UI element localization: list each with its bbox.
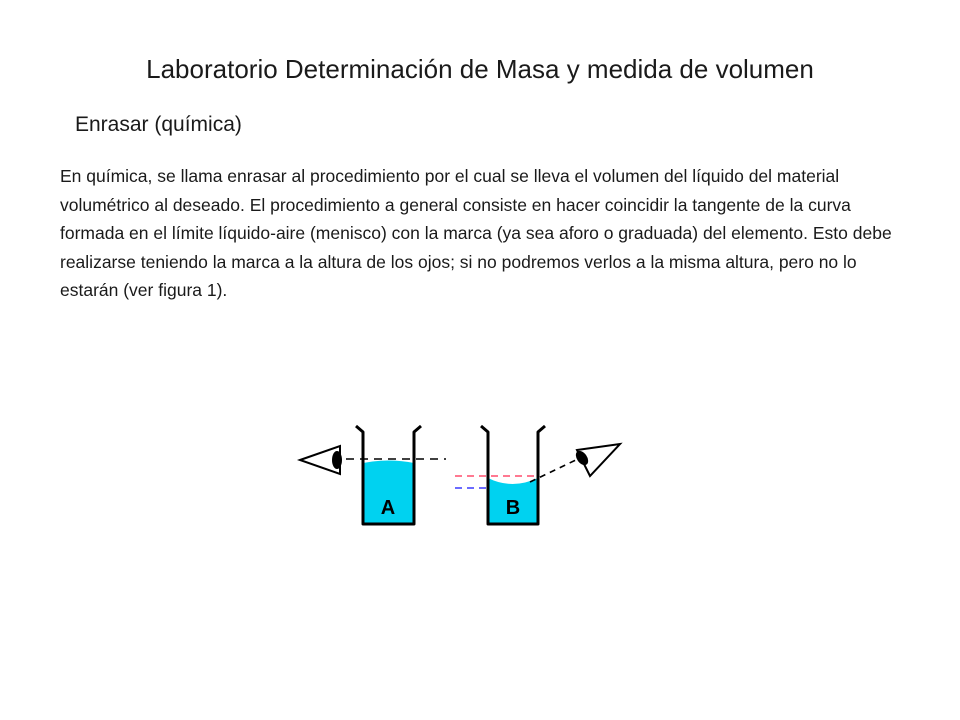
label-b: B <box>505 497 521 519</box>
slide-title: Laboratorio Determinación de Masa y medida de volumen <box>146 54 814 84</box>
body-paragraph: En química, se llama enrasar al procedimiento por el cual se lleva el volumen del líquido del material volumétrico al deseado. El procedimiento a general consiste en hacer coincidir la tangente de la curva formada en el límite líquido-aire (menisco) con la marca (ya sea aforo o graduada) del elemento. Esto debe realizarse teniendo la marca a la altura de los ojos; si no podremos verlos a la misma altura, pero no lo estarán (ver figura 1). <box>60 166 892 300</box>
label-a: A <box>380 497 396 519</box>
menisco-diagram <box>290 410 630 542</box>
section-subtitle: Enrasar (química) <box>75 113 242 136</box>
eye-right-icon <box>573 444 620 476</box>
eye-left-icon <box>300 446 342 474</box>
menisco-figure <box>290 410 630 542</box>
